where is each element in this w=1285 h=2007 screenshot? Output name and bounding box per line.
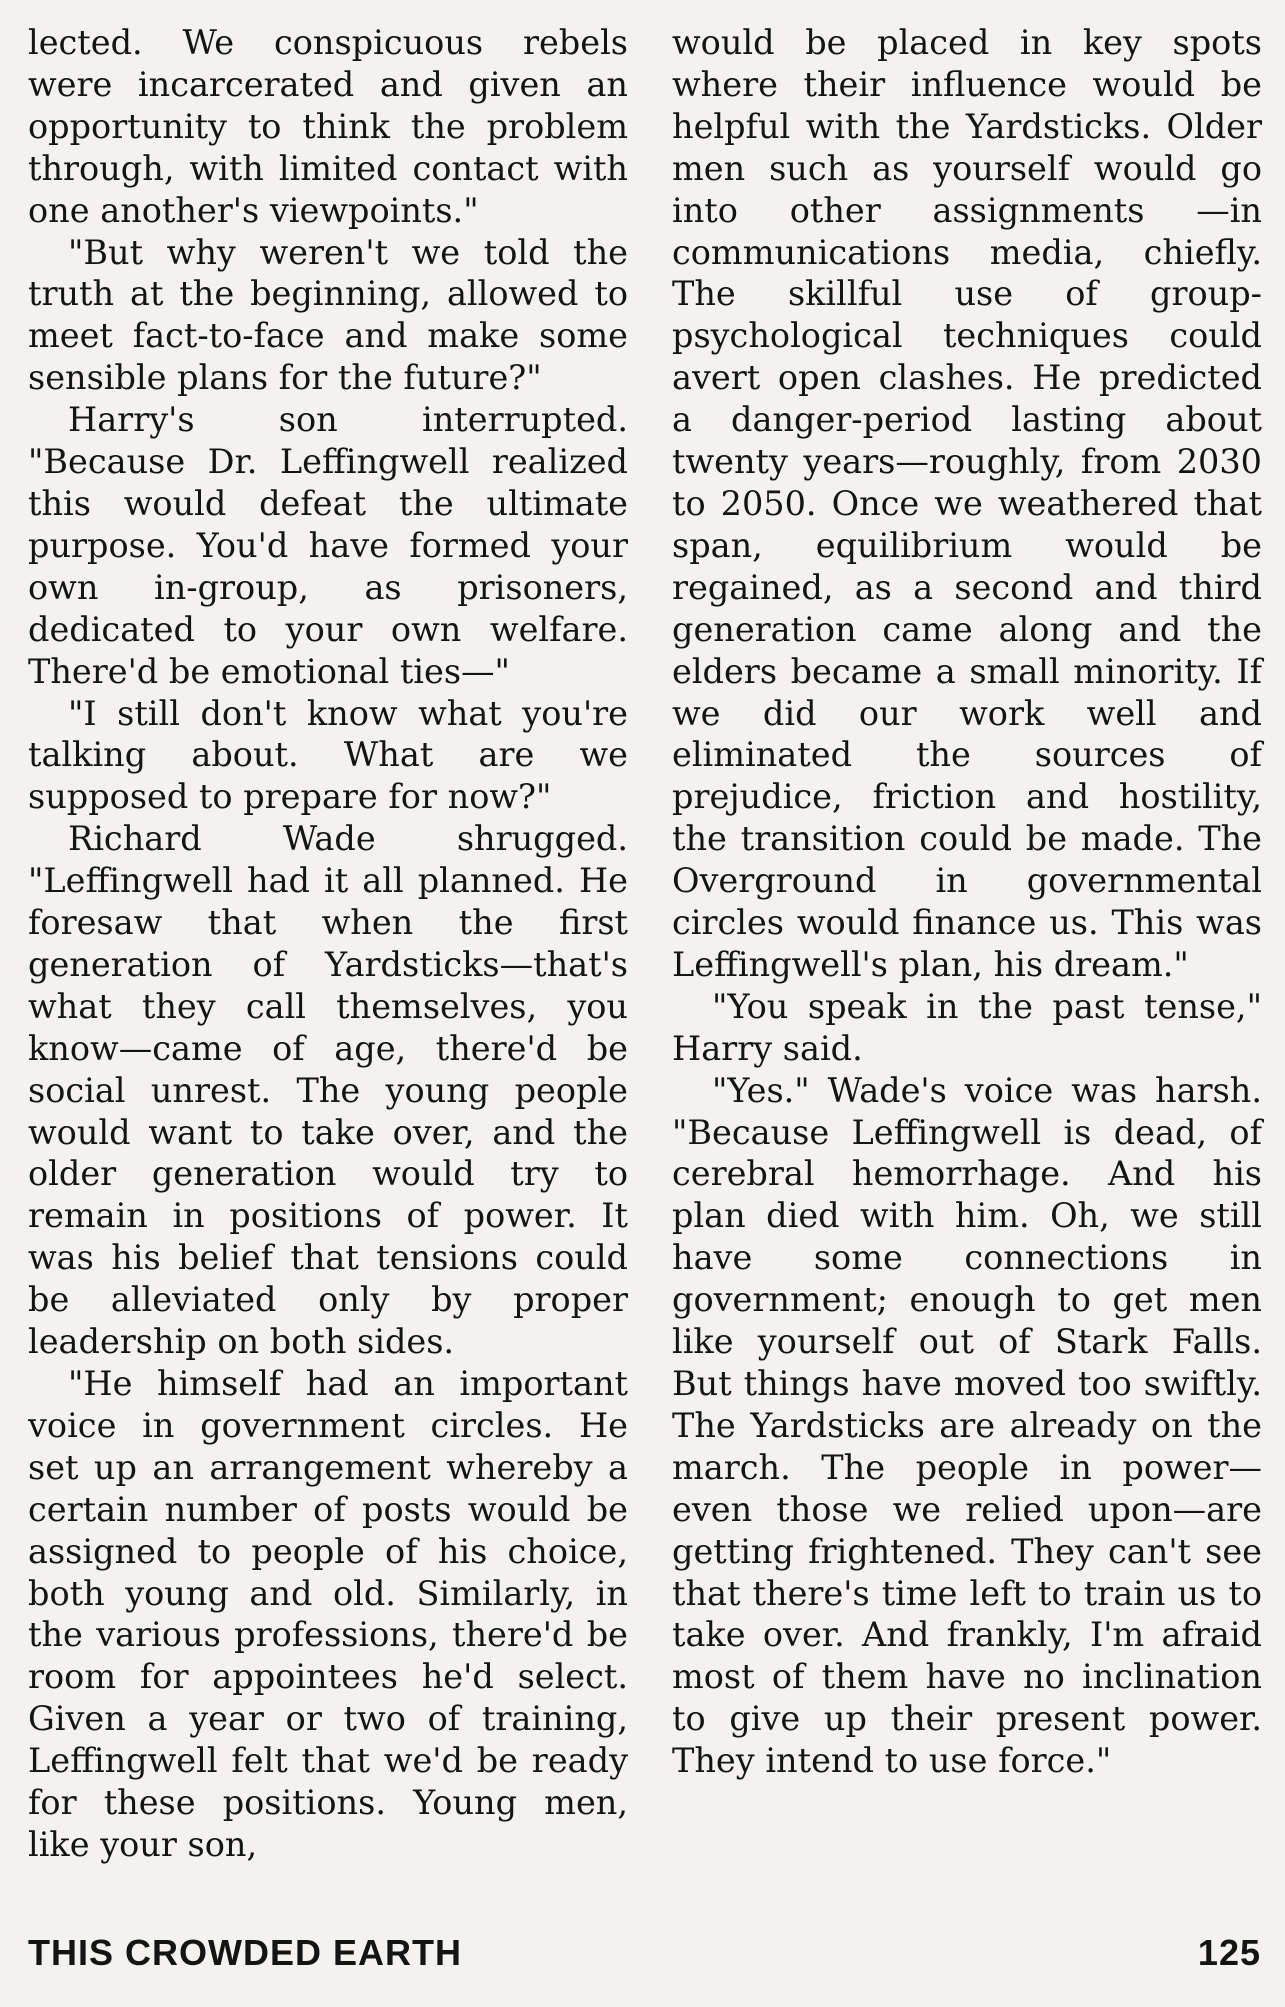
right-column [672, 22, 1262, 1782]
paragraph: "But why weren't we told the truth at the beginning, allowed to meet fact-to-face and make some sensible plans for the future?" [28, 232, 628, 398]
paragraph: would be placed in key spots where their influence would be helpful with the Yardsticks. Older men such as yourself would go into other assignments —in communications media, chiefly. The skillful use of group-psychological techniques could avert open clashes. He predicted a danger-period lasting about twenty years—roughly, from 2030 to 2050. Once we weathered that span, equilibrium would be regained, as a second and third generation came along and the elders became a small minority. If we did our work well and eliminated the sources of prejudice, friction and hostility, the transition could be made. The Overground in governmental circles would finance us. This was Leffingwell's plan, his dream." [672, 23, 1262, 984]
running-title: THIS CROWDED EARTH [28, 1932, 462, 1973]
paragraph: lected. We conspicuous rebels were incarcerated and given an opportunity to think the problem through, with limited contact with one another's viewpoints." [28, 23, 628, 230]
paragraph: "I still don't know what you're talking about. What are we supposed to prepare for now?" [28, 693, 628, 817]
paragraph: "Yes." Wade's voice was harsh. "Because Leffingwell is dead, of cerebral hemorrhage. And his plan died with him. Oh, we still have some connections in government; enough to get men like yourself out of Stark Falls. But things have moved too swiftly. The Yardsticks are already on the march. The people in power—even those we relied upon—are getting frightened. They can't see that there's time left to train us to take over. And frankly, I'm afraid most of them have no inclination to give up their present power. They intend to use force." [672, 1070, 1262, 1781]
paragraph: "You speak in the past tense," Harry said. [672, 986, 1262, 1068]
paragraph: Harry's son interrupted. "Because Dr. Leffingwell realized this would defeat the ultimate purpose. You'd have formed your own in-group, as prisoners, dedicated to your own welfare. There'd be emotional ties—" [28, 400, 628, 691]
paragraph: "He himself had an important voice in government circles. He set up an arrangement whereby a certain number of posts would be assigned to people of his choice, both young and old. Similarly, in the various professions, there'd be room for appointees he'd select. Given a year or two of training, Leffingwell felt that we'd be ready for these positions. Young men, like your son, [28, 1364, 628, 1864]
paragraph: Richard Wade shrugged. "Leffingwell had it all planned. He foresaw that when the first generation of Yardsticks—that's what they call themselves, you know—came of age, there'd be social unrest. The young people would want to take over, and the older generation would try to remain in positions of power. It was his belief that tensions could be alleviated only by proper leadership on both sides. [28, 819, 628, 1362]
page-number: 125 [1197, 1932, 1261, 1973]
left-column [28, 22, 628, 1866]
